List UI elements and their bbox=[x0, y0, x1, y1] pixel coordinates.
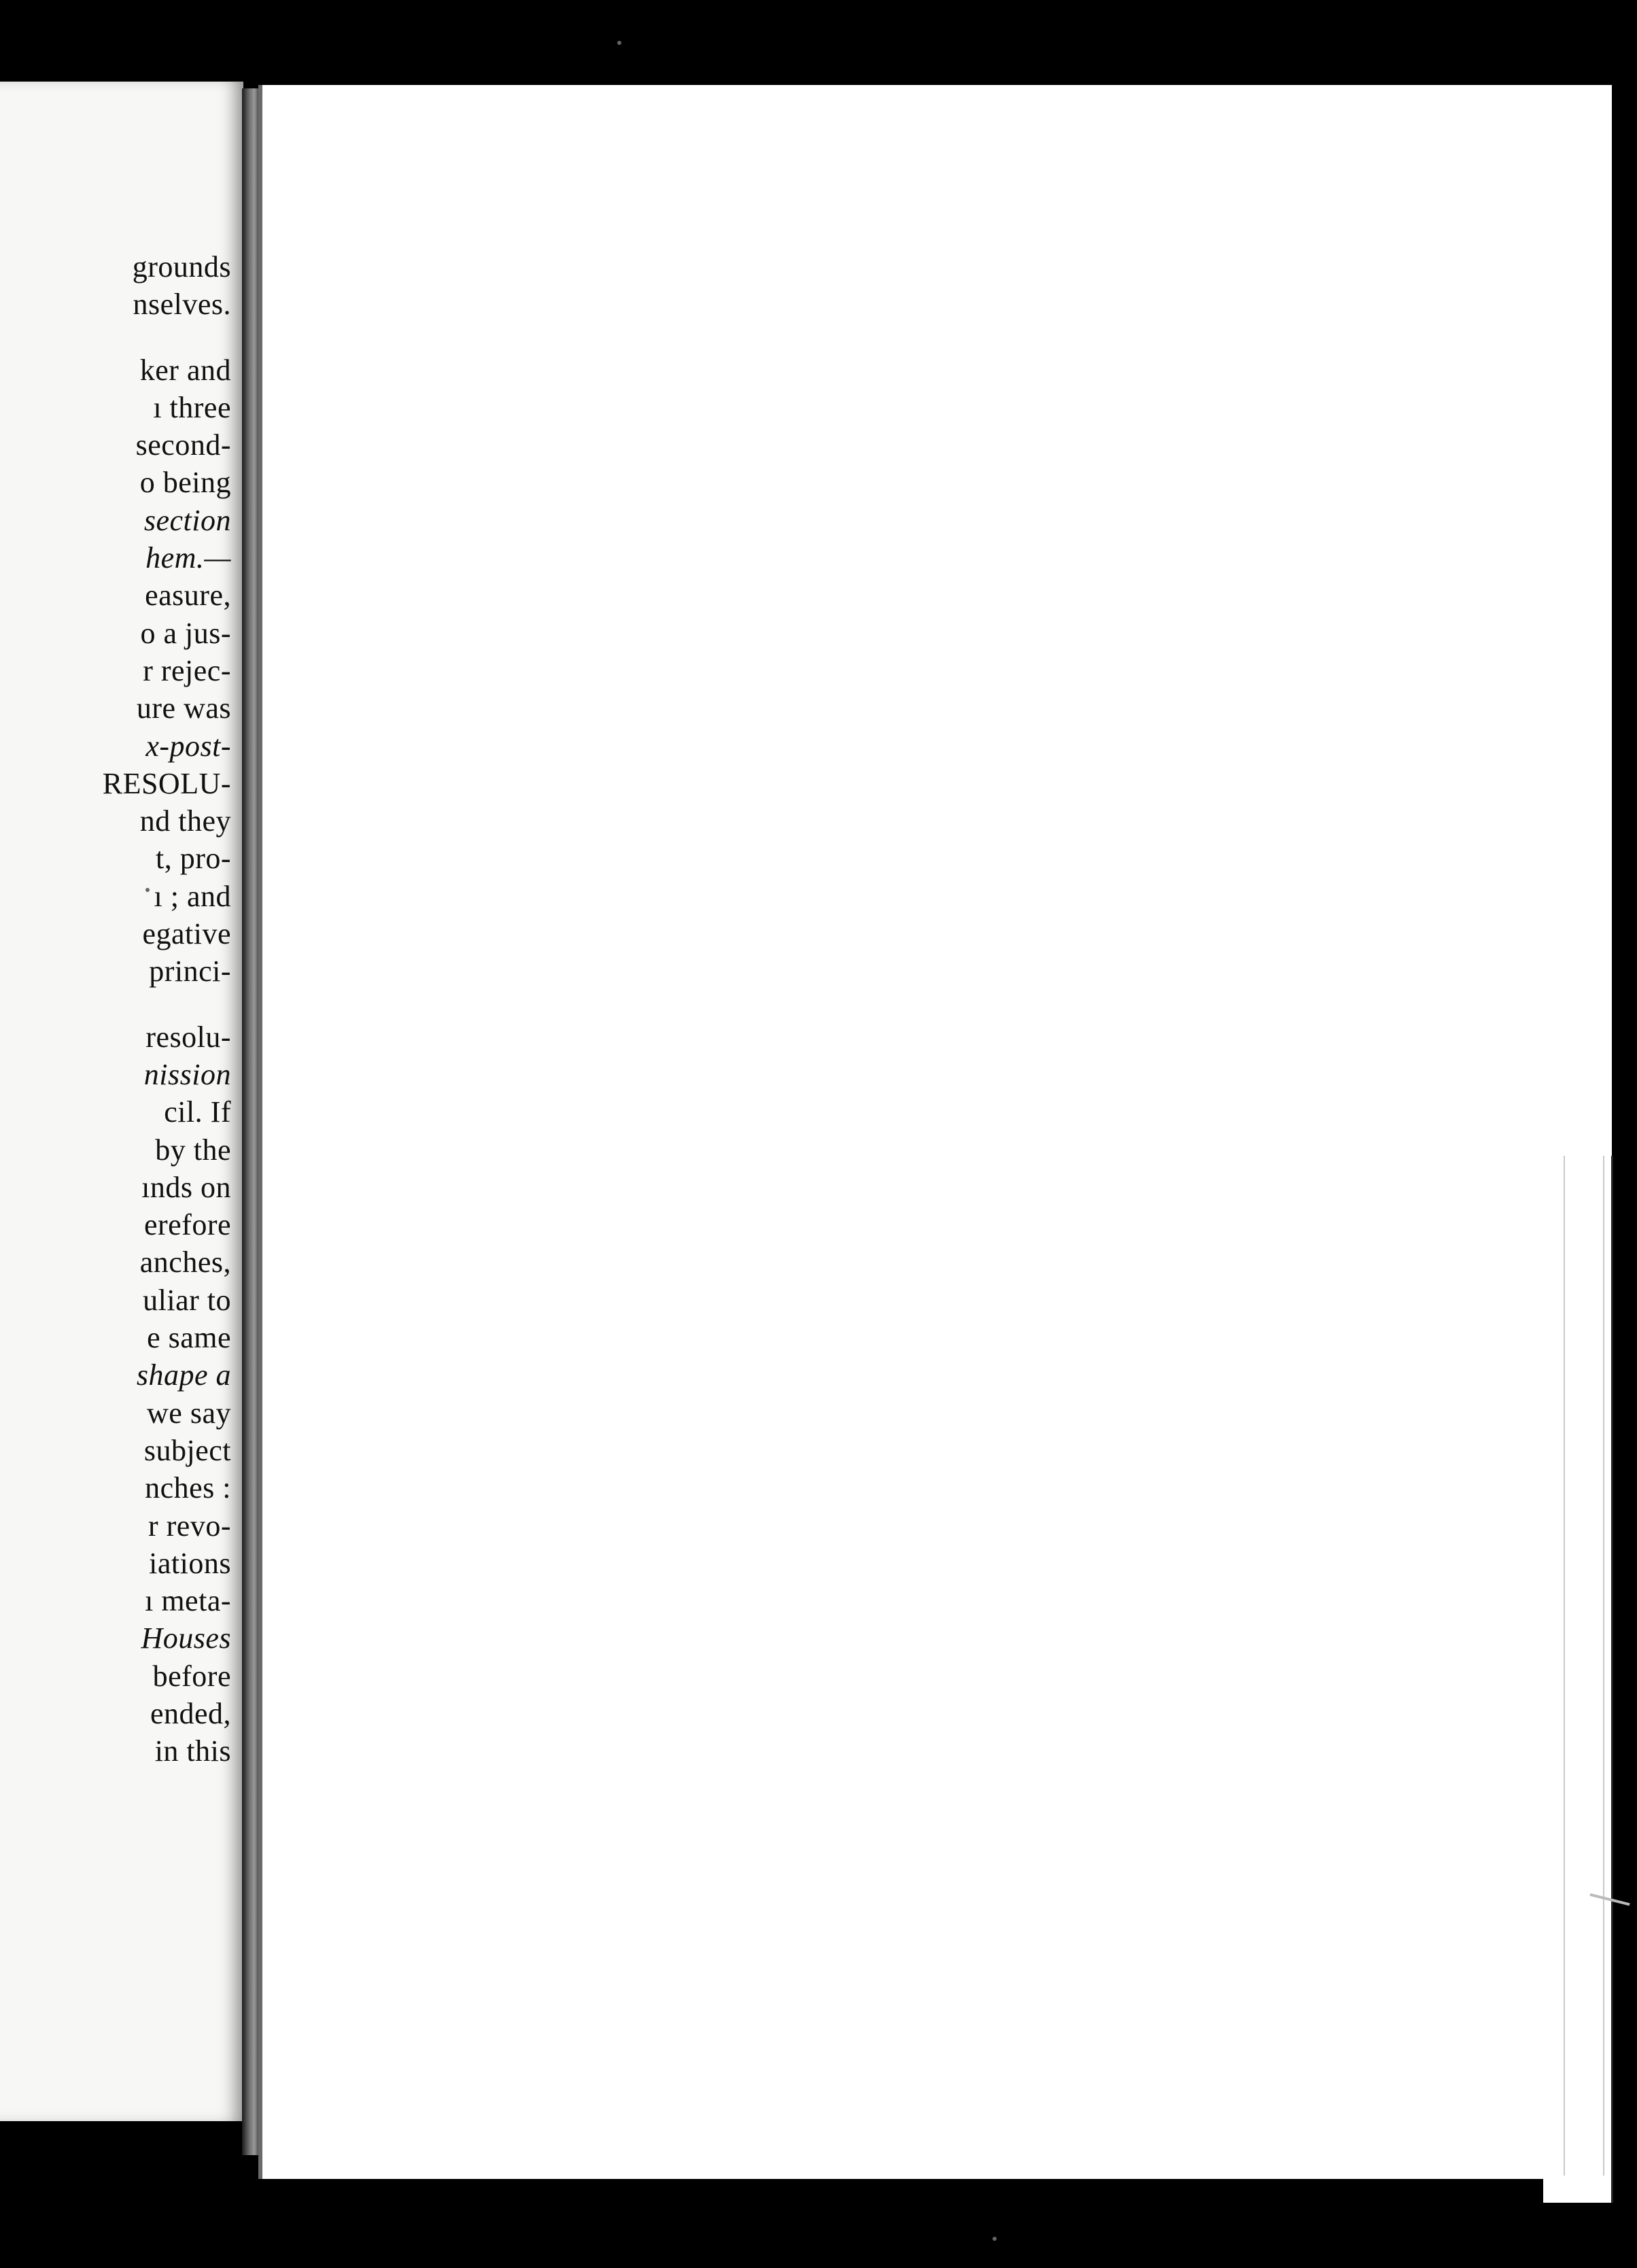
left-page-text-line: resolu- bbox=[145, 1020, 231, 1054]
left-page-text-line: ker and bbox=[139, 353, 231, 387]
left-page-text-line: RESOLU- bbox=[102, 766, 231, 800]
left-page-text-line: ınds on bbox=[141, 1170, 231, 1204]
left-page-text-line: we say bbox=[147, 1396, 231, 1430]
dust-speck bbox=[993, 2237, 997, 2241]
left-page-text-line: nselves. bbox=[133, 288, 231, 322]
left-page bbox=[0, 82, 243, 2121]
left-page-text-line: o being bbox=[139, 466, 231, 500]
left-page-text-line: iations bbox=[149, 1546, 231, 1580]
left-page-text-line: nd they bbox=[139, 804, 231, 838]
left-page-text-line: section bbox=[143, 503, 231, 537]
left-page-text-line: r revo- bbox=[148, 1509, 231, 1543]
book-gutter bbox=[242, 88, 260, 2155]
left-page-text-line: x-post- bbox=[145, 729, 231, 763]
left-page-text-line: before bbox=[152, 1659, 231, 1693]
left-page-text-line: ended, bbox=[150, 1696, 231, 1730]
left-page-text-line: anches, bbox=[139, 1245, 231, 1279]
left-page-text-line: o a jus- bbox=[140, 616, 231, 650]
dust-speck bbox=[145, 888, 150, 892]
left-page-text-line: egative bbox=[142, 917, 231, 951]
left-page-text-line: ı three bbox=[153, 390, 231, 424]
left-page-text-line: grounds bbox=[132, 250, 231, 284]
dust-speck bbox=[617, 41, 621, 45]
left-page-text-line: ı meta- bbox=[145, 1584, 231, 1618]
page-stack-edges bbox=[1564, 1156, 1604, 2176]
left-page-text-line: ure was bbox=[136, 691, 231, 725]
left-page-text-line: r rejec- bbox=[143, 653, 231, 687]
left-page-text-line: easure, bbox=[145, 579, 231, 613]
left-page-text-line: ı ; and bbox=[154, 879, 231, 913]
left-page-text-line: second- bbox=[135, 428, 231, 462]
left-page-text-line: nches : bbox=[145, 1471, 231, 1505]
left-page-text-line: Houses bbox=[141, 1621, 231, 1655]
left-page-text-line: subject bbox=[143, 1433, 231, 1467]
left-page-text-line: by the bbox=[155, 1133, 231, 1167]
left-page-text-line: uliar to bbox=[143, 1283, 231, 1317]
left-page-text-line: nission bbox=[143, 1057, 231, 1091]
left-page-text-line: t, pro- bbox=[155, 842, 231, 876]
left-page-text-line: shape a bbox=[136, 1358, 231, 1392]
left-page-text-line: cil. If bbox=[164, 1095, 231, 1129]
right-page-blank bbox=[258, 85, 1612, 2179]
left-page-text-line: in this bbox=[154, 1734, 231, 1768]
left-page-text-line: e same bbox=[147, 1321, 231, 1355]
left-page-text-column bbox=[0, 248, 231, 1770]
left-page-text-line: erefore bbox=[143, 1208, 231, 1242]
left-page-text-line: princi- bbox=[149, 955, 231, 989]
left-page-text-line: hem.— bbox=[145, 541, 231, 575]
